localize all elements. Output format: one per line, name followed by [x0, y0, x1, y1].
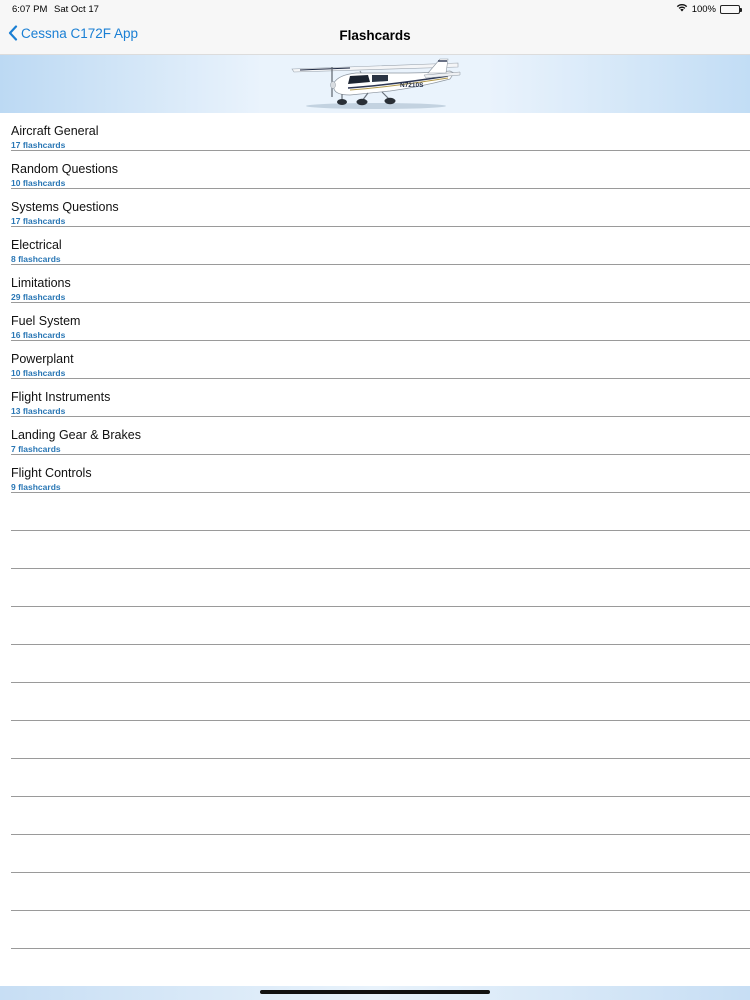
home-indicator[interactable] — [260, 990, 490, 994]
battery-icon — [720, 5, 740, 14]
flashcard-count: 13 flashcards — [11, 406, 66, 416]
empty-row-separator — [11, 835, 750, 873]
back-button-label: Cessna C172F App — [21, 25, 139, 41]
status-bar — [0, 0, 750, 18]
list-item[interactable] — [11, 189, 750, 227]
category-title: Landing Gear & Brakes — [11, 428, 141, 442]
category-title: Fuel System — [11, 314, 81, 328]
category-title: Aircraft General — [11, 124, 99, 138]
airplane-image — [290, 57, 462, 111]
category-title: Flight Instruments — [11, 390, 111, 404]
empty-row-separator — [11, 569, 750, 607]
empty-row-separator — [11, 493, 750, 531]
status-time: 6:07 PM — [12, 4, 48, 15]
flashcard-count: 7 flashcards — [11, 444, 61, 454]
empty-row-separator — [11, 797, 750, 835]
status-right — [676, 3, 740, 15]
category-title: Powerplant — [11, 352, 74, 366]
battery-percent: 100% — [691, 3, 716, 15]
flashcard-count: 29 flashcards — [11, 292, 66, 302]
flashcard-count: 10 flashcards — [11, 178, 66, 188]
flashcard-count: 9 flashcards — [11, 482, 61, 492]
flashcard-count: 17 flashcards — [11, 140, 66, 150]
wifi-icon — [676, 3, 688, 15]
header-banner — [0, 55, 750, 113]
flashcard-count: 17 flashcards — [11, 216, 66, 226]
navigation-bar — [0, 18, 750, 55]
list-item[interactable] — [11, 379, 750, 417]
category-title: Systems Questions — [11, 200, 119, 214]
list-item[interactable] — [11, 265, 750, 303]
list-item[interactable] — [11, 417, 750, 455]
list-item[interactable] — [11, 113, 750, 151]
category-title: Flight Controls — [11, 466, 92, 480]
category-title: Random Questions — [11, 162, 119, 176]
category-title: Electrical — [11, 238, 62, 252]
page-title: Flashcards — [339, 28, 411, 43]
flashcard-category-list — [0, 113, 750, 949]
flashcard-count: 10 flashcards — [11, 368, 66, 378]
status-date: Sat Oct 17 — [54, 4, 99, 15]
empty-row-separator — [11, 531, 750, 569]
tail-number: N7210S — [400, 82, 424, 89]
list-item[interactable] — [11, 151, 750, 189]
list-item[interactable] — [11, 341, 750, 379]
empty-row-separator — [11, 873, 750, 911]
flashcard-count: 8 flashcards — [11, 254, 61, 264]
flashcard-count: 16 flashcards — [11, 330, 66, 340]
empty-row-separator — [11, 759, 750, 797]
category-title: Limitations — [11, 276, 71, 290]
empty-row-separator — [11, 721, 750, 759]
empty-row-separator — [11, 683, 750, 721]
empty-row-separator — [11, 607, 750, 645]
list-item[interactable] — [11, 455, 750, 493]
list-item[interactable] — [11, 303, 750, 341]
empty-row-separator — [11, 911, 750, 949]
empty-row-separator — [11, 645, 750, 683]
list-item[interactable] — [11, 227, 750, 265]
